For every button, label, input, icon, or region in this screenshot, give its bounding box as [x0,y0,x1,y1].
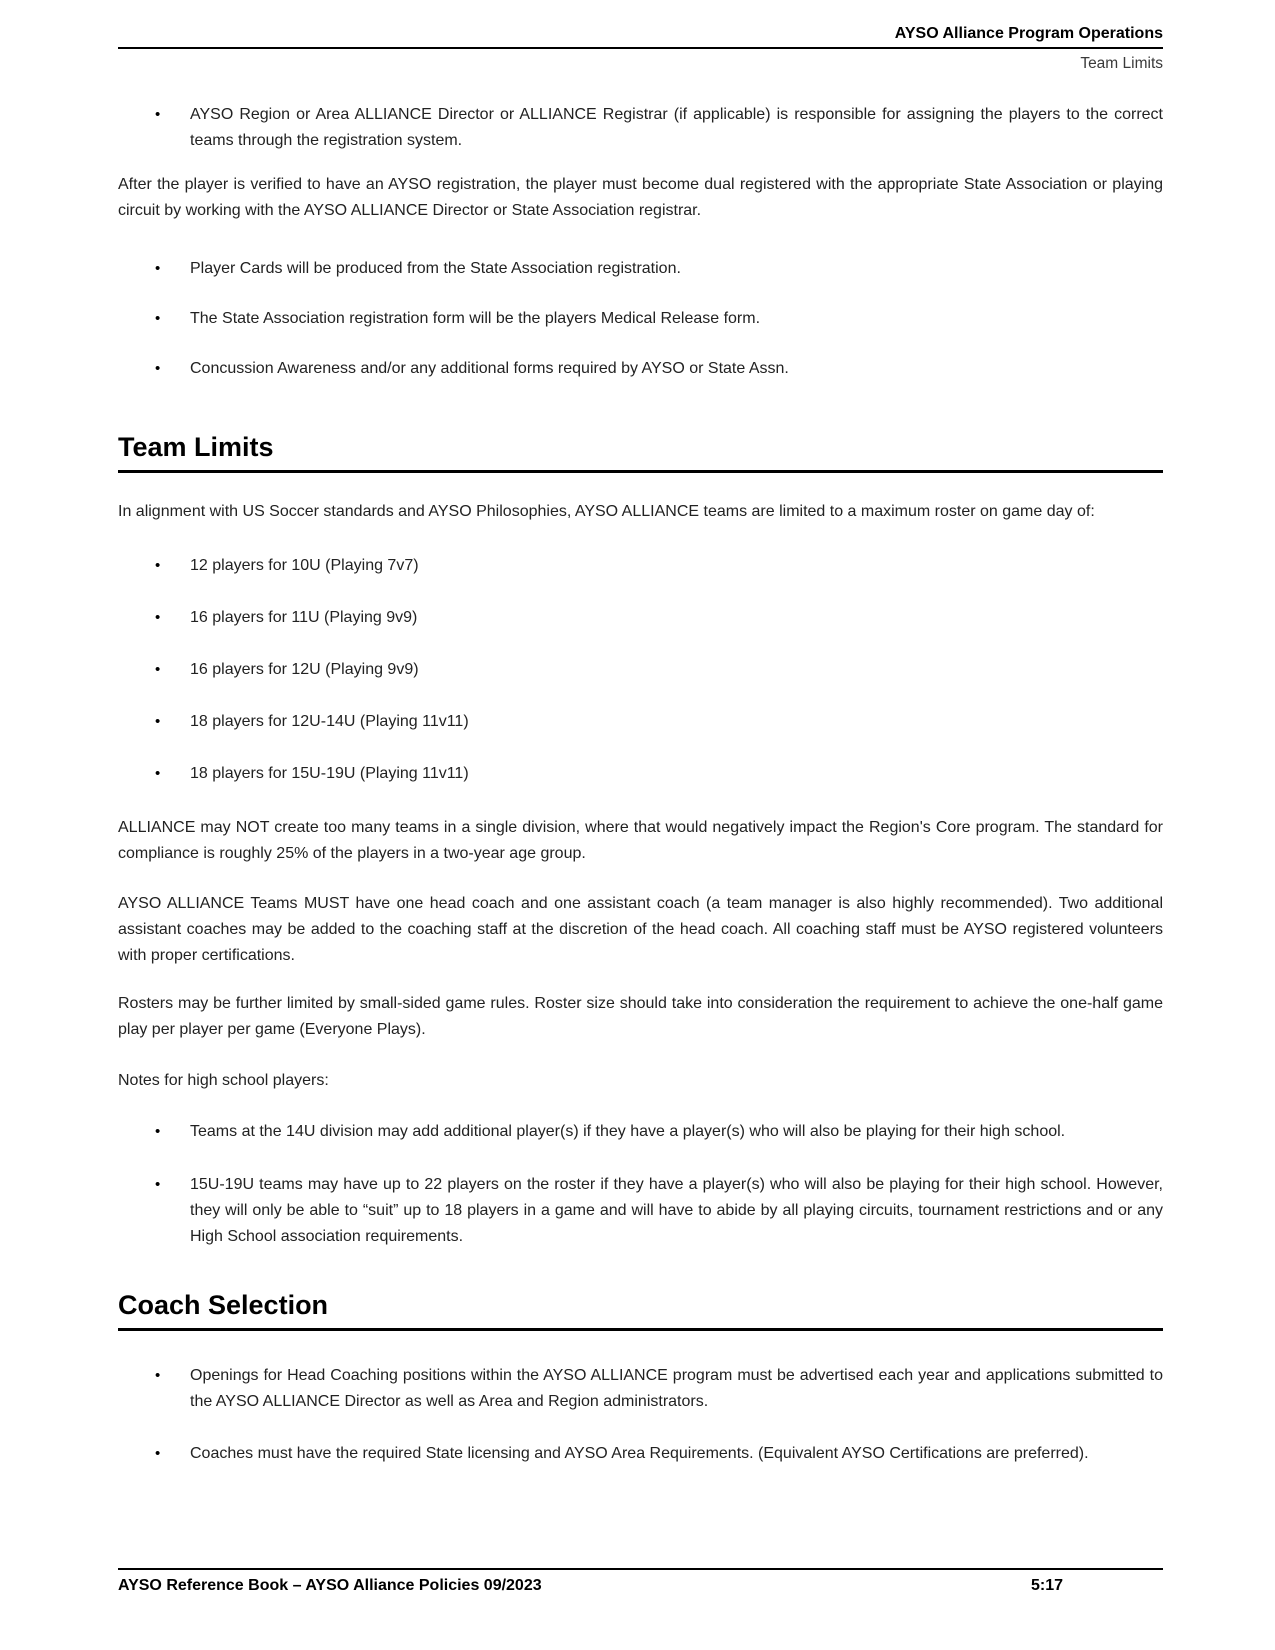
bullet-text: Coaches must have the required State licensing and AYSO Area Requirements. (Equivalent AYSO Certifications are preferred). [190,1445,1089,1462]
bullet-icon: • [155,765,161,782]
bullet-icon: • [155,360,161,377]
footer-document-title: AYSO Reference Book – AYSO Alliance Policies 09/2023 [118,1577,542,1594]
bullet-text: 12 players for 10U (Playing 7v7) [190,557,419,574]
list-item [118,1172,1163,1250]
bullet-icon: • [155,1123,161,1140]
list-item [118,605,1163,631]
bullet-text: 16 players for 11U (Playing 9v9) [190,609,418,626]
bullet-text: 18 players for 15U-19U (Playing 11v11) [190,765,469,782]
section-heading-coach-selection: Coach Selection [118,1288,1163,1331]
bullet-text: Openings for Head Coaching positions within the AYSO ALLIANCE program must be advertised each year and applications submitted to the AYSO ALLIANCE Director as well as Area and Region administrators. [190,1367,1163,1410]
bullet-icon: • [155,1445,161,1462]
list-item [118,256,1163,282]
notes-label: Notes for high school players: [118,1072,329,1089]
bullet-text: 18 players for 12U-14U (Playing 11v11) [190,713,469,730]
page-footer [118,1568,1163,1595]
bullet-text: Concussion Awareness and/or any additional forms required by AYSO or State Assn. [190,360,789,377]
paragraph-roster-rules: Rosters may be further limited by small-sided game rules. Roster size should take into consideration the requirement to achieve the one-half game play per player per game (Everyone Plays). [118,995,1163,1038]
roster-bullet-list [118,553,1163,787]
footer-page-number: 5:17 [1030,1577,1063,1594]
paragraph-dual-registration: After the player is verified to have an AYSO registration, the player must become dual registered with the appropriate State Association or playing circuit by working with the AYSO ALLIANCE Director or State Association registrar. [118,176,1163,219]
bullet-icon: • [155,609,161,626]
paragraph-team-limits-intro: In alignment with US Soccer standards and AYSO Philosophies, AYSO ALLIANCE teams are limited to a maximum roster on game day of: [118,503,1095,520]
list-item [118,553,1163,579]
list-item [118,709,1163,735]
bullet-icon: • [155,1176,161,1193]
bullet-text: The State Association registration form will be the players Medical Release form. [190,310,761,327]
list-item [118,356,1163,382]
registration-bullet-list [118,256,1163,382]
section-heading-team-limits: Team Limits [118,430,1163,473]
list-item [118,102,1163,154]
list-item [118,1441,1163,1467]
bullet-icon: • [155,661,161,678]
intro-bullet-list [118,102,1163,154]
header-title: AYSO Alliance Program Operations [894,25,1163,42]
bullet-icon: • [155,310,161,327]
page-header [118,0,1163,74]
bullet-text: Player Cards will be produced from the State Association registration. [190,260,681,277]
list-item [118,1363,1163,1415]
bullet-text: 16 players for 12U (Playing 9v9) [190,661,419,678]
paragraph-coaching-staff: AYSO ALLIANCE Teams MUST have one head coach and one assistant coach (a team manager is also highly recommended). Two additional assistant coaches may be added to the coaching staff at the discretion of the head coach. All coaching staff must be AYSO registered volunteers with proper certifications. [118,895,1163,964]
header-rule [118,47,1163,49]
list-item [118,761,1163,787]
paragraph-division-limit: ALLIANCE may NOT create too many teams in a single division, where that would negatively impact the Region's Core program. The standard for compliance is roughly 25% of the players in a two-year age group. [118,819,1163,862]
page-content [118,0,1163,1467]
bullet-text: Teams at the 14U division may add additional player(s) if they have a player(s) who will also be playing for their high school. [190,1123,1066,1140]
bullet-icon: • [155,557,161,574]
bullet-icon: • [155,106,161,123]
bullet-text: 15U-19U teams may have up to 22 players on the roster if they have a player(s) who will also be playing for their high school. However, they will only be able to “suit” up to 18 players in a game and will have to abide by all playing circuits, tournament restrictions and or any High School association requirements. [190,1176,1163,1245]
list-item [118,306,1163,332]
coach-selection-bullet-list [118,1363,1163,1467]
bullet-icon: • [155,1367,161,1384]
bullet-icon: • [155,713,161,730]
list-item [118,657,1163,683]
bullet-text: AYSO Region or Area ALLIANCE Director or ALLIANCE Registrar (if applicable) is responsible for assigning the players to the correct teams through the registration system. [190,106,1163,149]
high-school-bullet-list [118,1119,1163,1250]
list-item [118,1119,1163,1145]
bullet-icon: • [155,260,161,277]
header-subtitle: Team Limits [1080,55,1163,72]
